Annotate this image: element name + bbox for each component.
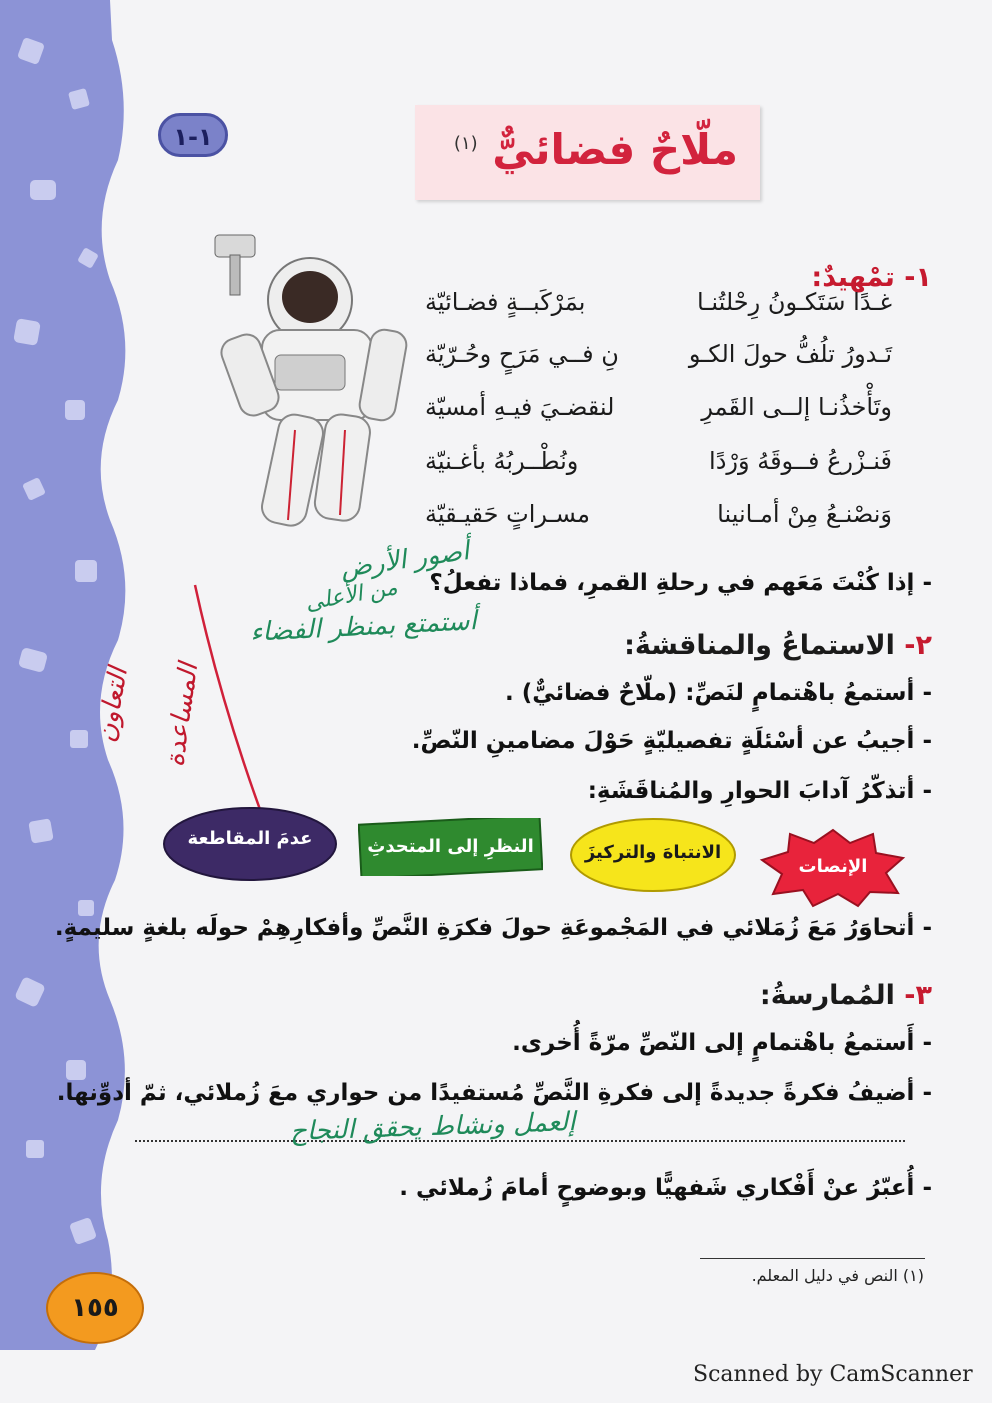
poem-verse-2-right: تَـدورُ تلُفُّ حولَ الكـو (688, 340, 892, 368)
manner-label-attention: الانتباهَ والتركيزَ (584, 842, 722, 863)
manner-label-look: النظرِ إلى المتحدثِ (367, 836, 534, 857)
section2-item-2: - أجيبُ عن أسْئلَةٍ تفصيليّةٍ حَوْلَ مضامينِ النّصِّ. (411, 728, 932, 754)
section3-title: المُمارسةُ: (759, 980, 895, 1011)
section2-title: الاستماعُ والمناقشةُ: (624, 630, 895, 661)
poem-verse-4-left: ونُطْــربُهُ بأغـنيّة (425, 447, 579, 475)
handwritten-red-line (190, 580, 270, 820)
poem-verse-1-right: غـدًا سَتَكـونُ رِحْلتُنـا (697, 288, 892, 316)
handwritten-answer-1: أصور الأرض (338, 536, 472, 584)
scanner-watermark: Scanned by CamScanner (693, 1362, 973, 1387)
manner-label-interruption: عدمَ المقاطعة (187, 828, 313, 849)
poem-verse-5-left: مسـراتٍ حَقيـقيّة (425, 500, 590, 528)
lesson-number-badge: ١-١ (158, 113, 228, 157)
section3-number: ٣- (904, 980, 932, 1011)
lesson-title-text: ملّاحٌ فضائيٌّ (492, 125, 738, 174)
page-number: ١٥٥ (46, 1272, 144, 1344)
poem-verse-5-right: وَنصْنـعُ مِنْ أمـانينا (717, 500, 892, 528)
handwritten-answer-2: من الأعلى (303, 575, 400, 616)
title-box (415, 105, 760, 200)
astronaut-illustration (170, 225, 420, 545)
section3-item-2: - أضيفُ فكرةً جديدةً إلى فكرةِ النَّصِّ مُستفيدًا من حواري معَ زُملائي، ثمّ أدوِّنها. (56, 1080, 932, 1106)
section2-discussion: - أتحاوَرُ مَعَ زُمَلائي في المَجْموعَةِ حولَ فكرَةِ النَّصِّ وأفكارِهِمْ حولَه بلغةٍ سليمةٍ. (54, 915, 932, 941)
poem-verse-3-left: لنقضـيَ فيـهِ أمسيّة (425, 393, 615, 421)
section1-number: ١- (904, 262, 932, 293)
handwritten-practice-answer: إلعمل ونشاط يحقق النجاح (289, 1107, 576, 1147)
section1-question: - إذا كُنْتَ مَعَهم في رحلةِ القمرِ، فماذا تفعلُ؟ (429, 570, 932, 596)
handwritten-answer-3: أستمتع بمنظر الفضاء (249, 606, 478, 648)
poem-verse-2-left: نِ فــي مَرَحٍ وحُـرّيّة (425, 340, 619, 368)
section2-item-1: - أستمعُ باهْتمامٍ لنَصِّ: (ملّاحٌ فضائيٌّ) . (504, 680, 932, 706)
handwritten-margin-note-2: المساعدة (159, 661, 205, 769)
section2-item-3: - أتذكّرُ آدابَ الحوارِ والمُناقَشَةِ: (587, 778, 932, 804)
handwritten-margin-note-1: التعاون (91, 665, 134, 745)
section3-item-1: - أَستمعُ باهْتمامٍ إلى النّصِّ مرّةً أُخرى. (512, 1030, 932, 1056)
section3-item-3: - أُعبّرُ عنْ أَفْكاري شَفهيًّا وبوضوحٍ أمامَ زُملائي . (399, 1175, 932, 1201)
manner-label-listening: الإنصات (798, 856, 868, 877)
poem-verse-1-left: بمَرْكَبــةٍ فضـائيّة (425, 288, 586, 316)
footnote: (١) النص في دليل المعلم. (751, 1266, 924, 1285)
poem-verse-3-right: وتَأْخذُنـا إلــى القَمرِ (701, 393, 892, 421)
title-footnote-marker: (١) (453, 133, 478, 154)
section1-title: تمْهيدٌ: (811, 262, 895, 293)
poem-verse-4-right: فَنـزْرعُ فــوقَهُ وَرْدًا (709, 447, 892, 475)
section3-heading (760, 980, 932, 1011)
lesson-title (454, 125, 738, 174)
footnote-divider (700, 1258, 925, 1259)
section2-heading (624, 630, 932, 661)
section2-number: ٢- (904, 630, 932, 661)
